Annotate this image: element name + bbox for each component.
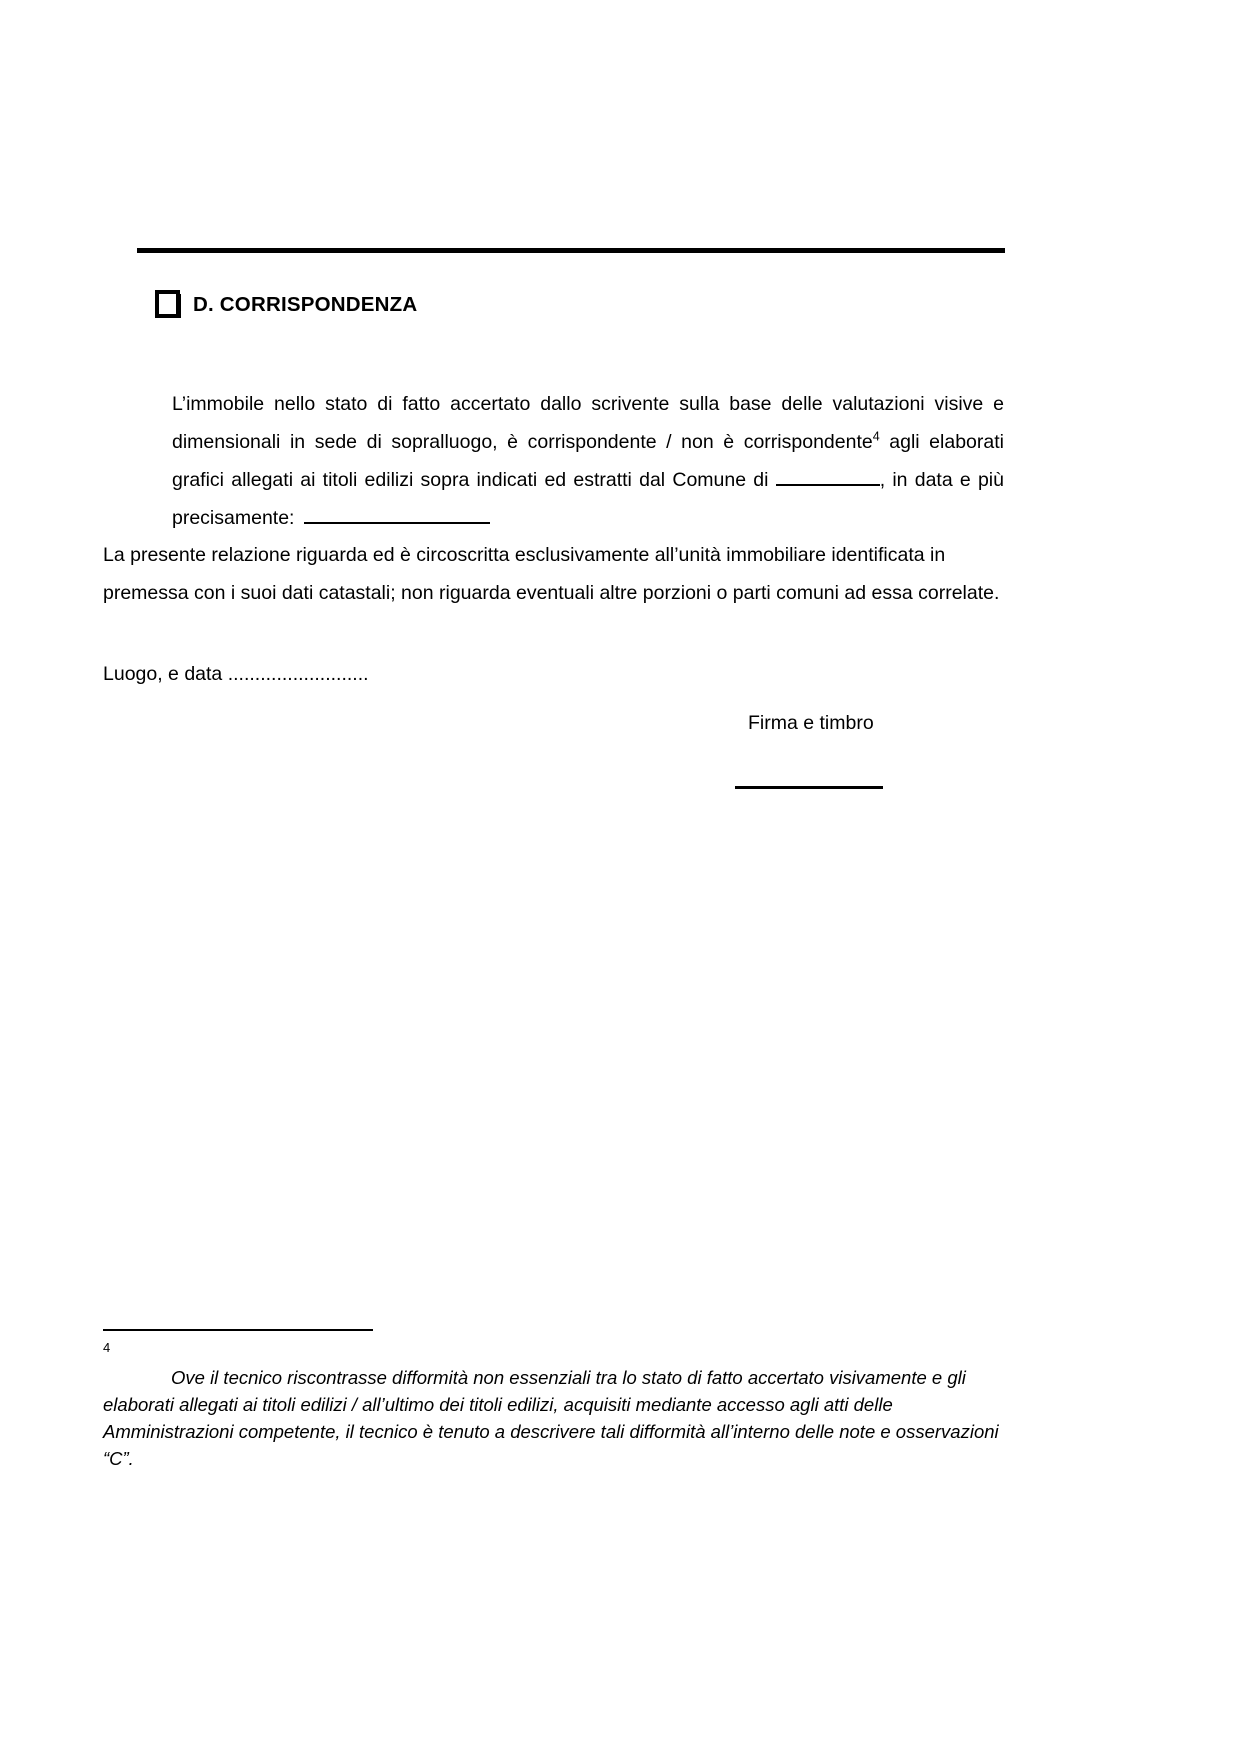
footnote-reference-marker: 4 [872,429,880,444]
checkbox-3d-icon [155,290,181,318]
paragraph-line-1: L’immobile nello stato di fatto accertato dallo scrivente sulla base delle valutazioni visive e dimensionali in sede di sopralluogo, è corrispondente / non è corrispondente [172,393,1004,453]
section-heading-label: D. CORRISPONDENZA [193,292,418,316]
luogo-e-data-field[interactable]: Luogo, e data .......................... [103,663,369,685]
paragraph-line-3: , in data e più precisamente: [172,469,1004,529]
paragraph-line-2: agli elaborati grafici allegati ai titoli edilizi sopra indicati ed estratti dal Comune di [172,431,1004,491]
firma-signature-line[interactable] [735,786,883,789]
footnote-text: Ove il tecnico riscontrasse difformità non essenziali tra lo stato di fatto accertato visivamente e gli elaborati allegati ai titoli edilizi / all’ultimo dei titoli edilizi, acquisiti mediante accesso agli atti delle Amministrazioni competente, il tecnico è tenuto a descrivere tali difformità all’interno delle note e osservazioni “C”. [103,1367,999,1469]
footnote-number: 4 [103,1340,111,1355]
comune-blank-field[interactable] [776,467,880,486]
firma-e-timbro-label: Firma e timbro [748,712,874,734]
corrispondenza-paragraph [172,385,1004,537]
checkbox-box [155,290,180,318]
section-heading [155,290,417,318]
relazione-paragraph: La presente relazione riguarda ed è circoscritta esclusivamente all’unità immobiliare identificata in premessa con i suoi dati catastali; non riguarda eventuali altre porzioni o parti comuni ad essa correlate. [103,544,1000,604]
precisamente-blank-field[interactable] [304,505,490,524]
section-divider-rule [137,248,1005,253]
footnote-separator-rule [103,1329,373,1331]
